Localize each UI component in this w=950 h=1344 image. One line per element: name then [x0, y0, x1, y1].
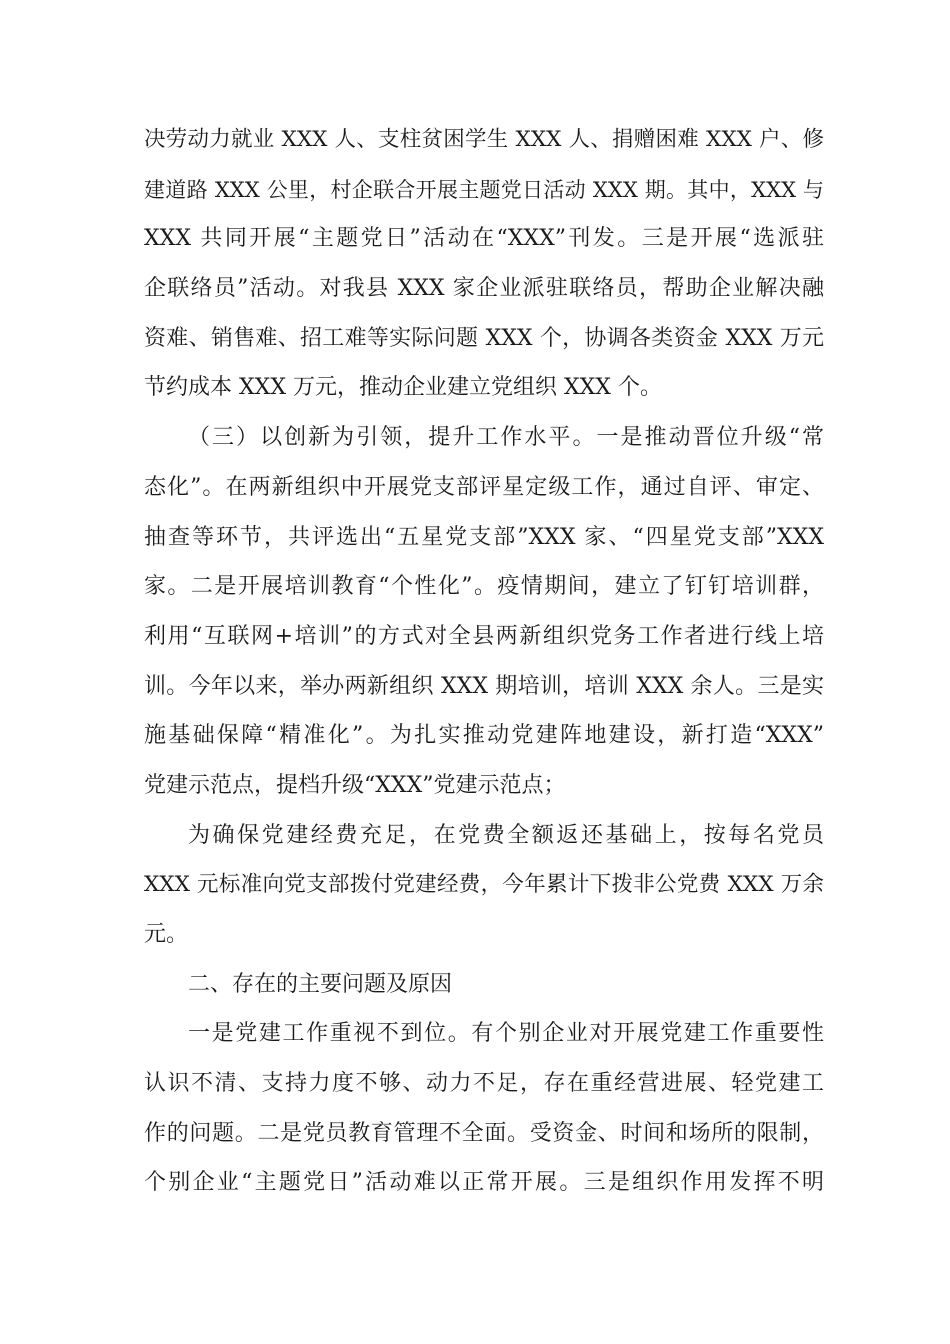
text-line: 一是党建工作重视不到位。有个别企业对开展党建工作重要性	[188, 1021, 824, 1047]
text-line: 个别企业“主题党日”活动难以正常开展。三是组织作用发挥不明	[144, 1170, 824, 1196]
text-line: 企联络员”活动。对我县 XXX 家企业派驻联络员，帮助企业解决融	[144, 276, 824, 302]
text-line: 党建示范点，提档升级“XXX”党建示范点；	[144, 772, 566, 798]
heading-line: 二、存在的主要问题及原因	[188, 971, 453, 997]
text-line: 节约成本 XXX 万元，推动企业建立党组织 XXX 个。	[144, 375, 662, 401]
text-line: 为确保党建经费充足，在党费全额返还基础上，按每名党员	[188, 822, 824, 848]
text-line: 家。二是开展培训教育“个性化”。疫情期间，建立了钉钉培训群，	[144, 574, 824, 600]
text-line: 态化”。在两新组织中开展党支部评星定级工作，通过自评、审定、	[144, 474, 824, 500]
text-line: 建道路 XXX 公里，村企联合开展主题党日活动 XXX 期。其中，XXX 与	[144, 177, 824, 202]
text-line: 资难、销售难、招工难等实际问题 XXX 个，协调各类资金 XXX 万元	[144, 325, 824, 351]
text-line: （三）以创新为引领，提升工作水平。一是推动晋位升级“常	[188, 425, 824, 451]
section-heading	[144, 971, 824, 999]
document-page	[144, 126, 824, 1219]
text-line: 认识不清、支持力度不够、动力不足，存在重经营进展、轻党建工	[144, 1071, 824, 1097]
text-line: 抽查等环节，共评选出“五星党支部”XXX 家、“四星党支部”XXX	[144, 524, 824, 550]
text-line: 元。	[144, 922, 189, 947]
paragraph-5	[144, 1020, 824, 1197]
text-line: 利用“互联网+培训”的方式对全县两新组织党务工作者进行线上培	[144, 623, 824, 649]
text-line: 决劳动力就业 XXX 人、支柱贫困学生 XXX 人、捐赠困难 XXX 户、修	[144, 127, 824, 152]
text-line: 训。今年以来，举办两新组织 XXX 期培训，培训 XXX 余人。三是实	[144, 673, 824, 699]
paragraph-3	[144, 822, 824, 949]
text-line: XXX 元标准向党支部拨付党建经费，今年累计下拨非公党费 XXX 万余	[144, 872, 824, 898]
text-line: 施基础保障“精准化”。为扎实推动党建阵地建设，新打造“XXX”	[144, 723, 824, 749]
paragraph-1	[144, 126, 824, 402]
text-line: XXX 共同开展“主题党日”活动在“XXX”刊发。三是开展“选派驻	[144, 226, 824, 252]
text-line: 作的问题。二是党员教育管理不全面。受资金、时间和场所的限制，	[144, 1120, 824, 1146]
paragraph-2	[144, 424, 824, 800]
